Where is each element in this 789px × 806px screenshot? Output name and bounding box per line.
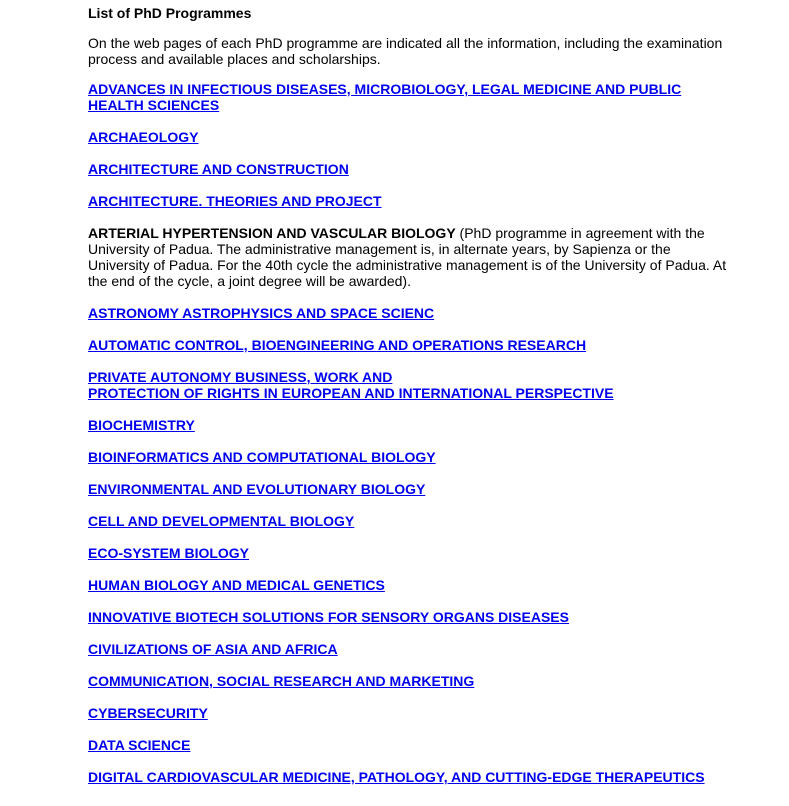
programme-entry	[88, 737, 728, 753]
programme-entry	[88, 449, 728, 465]
programme-link[interactable]: CELL AND DEVELOPMENTAL BIOLOGY	[88, 513, 355, 529]
programme-link[interactable]: INNOVATIVE BIOTECH SOLUTIONS FOR SENSORY ORGANS DISEASES	[88, 609, 569, 625]
programme-link[interactable]: PRIVATE AUTONOMY BUSINESS, WORK AND	[88, 369, 393, 385]
programme-entry	[88, 129, 728, 145]
programme-link[interactable]: ASTRONOMY ASTROPHYSICS AND SPACE SCIENC	[88, 305, 435, 321]
programme-entry	[88, 705, 728, 721]
programme-link[interactable]: ARCHITECTURE. THEORIES AND PROJECT	[88, 193, 382, 209]
programme-name: ARTERIAL HYPERTENSION AND VASCULAR BIOLOGY	[88, 225, 456, 241]
intro-paragraph: On the web pages of each PhD programme are indicated all the information, including the examination process and available places and scholarships.	[88, 35, 723, 67]
programme-link[interactable]: DIGITAL CARDIOVASCULAR MEDICINE, PATHOLOGY, AND CUTTING-EDGE THERAPEUTICS	[88, 769, 705, 785]
programme-link[interactable]: ARCHAEOLOGY	[88, 129, 199, 145]
programme-link[interactable]: ENVIRONMENTAL AND EVOLUTIONARY BIOLOGY	[88, 481, 426, 497]
programme-entry	[88, 769, 728, 785]
programme-entry	[88, 513, 728, 529]
programme-link[interactable]: BIOCHEMISTRY	[88, 417, 195, 433]
programme-link[interactable]: HUMAN BIOLOGY AND MEDICAL GENETICS	[88, 577, 385, 593]
programme-entry	[88, 417, 728, 433]
programme-entry	[88, 641, 728, 657]
programme-entry	[88, 305, 728, 321]
programme-note: (PhD programme in agreement with the University of Padua. The administrative management is, in alternate years, by Sapienza or the University of Padua. For the 40th cycle the administrative management is of the University of Padua. At the end of the cycle, a joint degree will be awarded).	[88, 225, 727, 289]
programme-entry	[88, 609, 728, 625]
programme-link[interactable]: CYBERSECURITY	[88, 705, 208, 721]
document-page	[88, 4, 728, 801]
programme-entry	[88, 673, 728, 689]
programme-entry	[88, 545, 728, 561]
programme-entry	[88, 81, 728, 113]
page-title: List of PhD Programmes	[88, 5, 252, 21]
programme-entry	[88, 369, 728, 401]
programme-link[interactable]: AUTOMATIC CONTROL, BIOENGINEERING AND OPERATIONS RESEARCH	[88, 337, 587, 353]
programme-entry	[88, 577, 728, 593]
programme-link[interactable]: ECO-SYSTEM BIOLOGY	[88, 545, 250, 561]
programme-link[interactable]: ADVANCES IN INFECTIOUS DISEASES, MICROBIOLOGY, LEGAL MEDICINE AND PUBLIC HEALTH SCIENCES	[88, 81, 682, 113]
programme-entry	[88, 481, 728, 497]
programme-link[interactable]: COMMUNICATION, SOCIAL RESEARCH AND MARKETING	[88, 673, 475, 689]
programme-link[interactable]: BIOINFORMATICS AND COMPUTATIONAL BIOLOGY	[88, 449, 436, 465]
programme-entry	[88, 161, 728, 177]
programme-entry	[88, 193, 728, 209]
programme-entry	[88, 337, 728, 353]
programme-link-line-2[interactable]: PROTECTION OF RIGHTS IN EUROPEAN AND INTERNATIONAL PERSPECTIVE	[88, 385, 614, 401]
programme-link[interactable]: CIVILIZATIONS OF ASIA AND AFRICA	[88, 641, 338, 657]
programme-entry-text	[88, 225, 728, 289]
programme-link[interactable]: DATA SCIENCE	[88, 737, 191, 753]
programme-link[interactable]: ARCHITECTURE AND CONSTRUCTION	[88, 161, 349, 177]
